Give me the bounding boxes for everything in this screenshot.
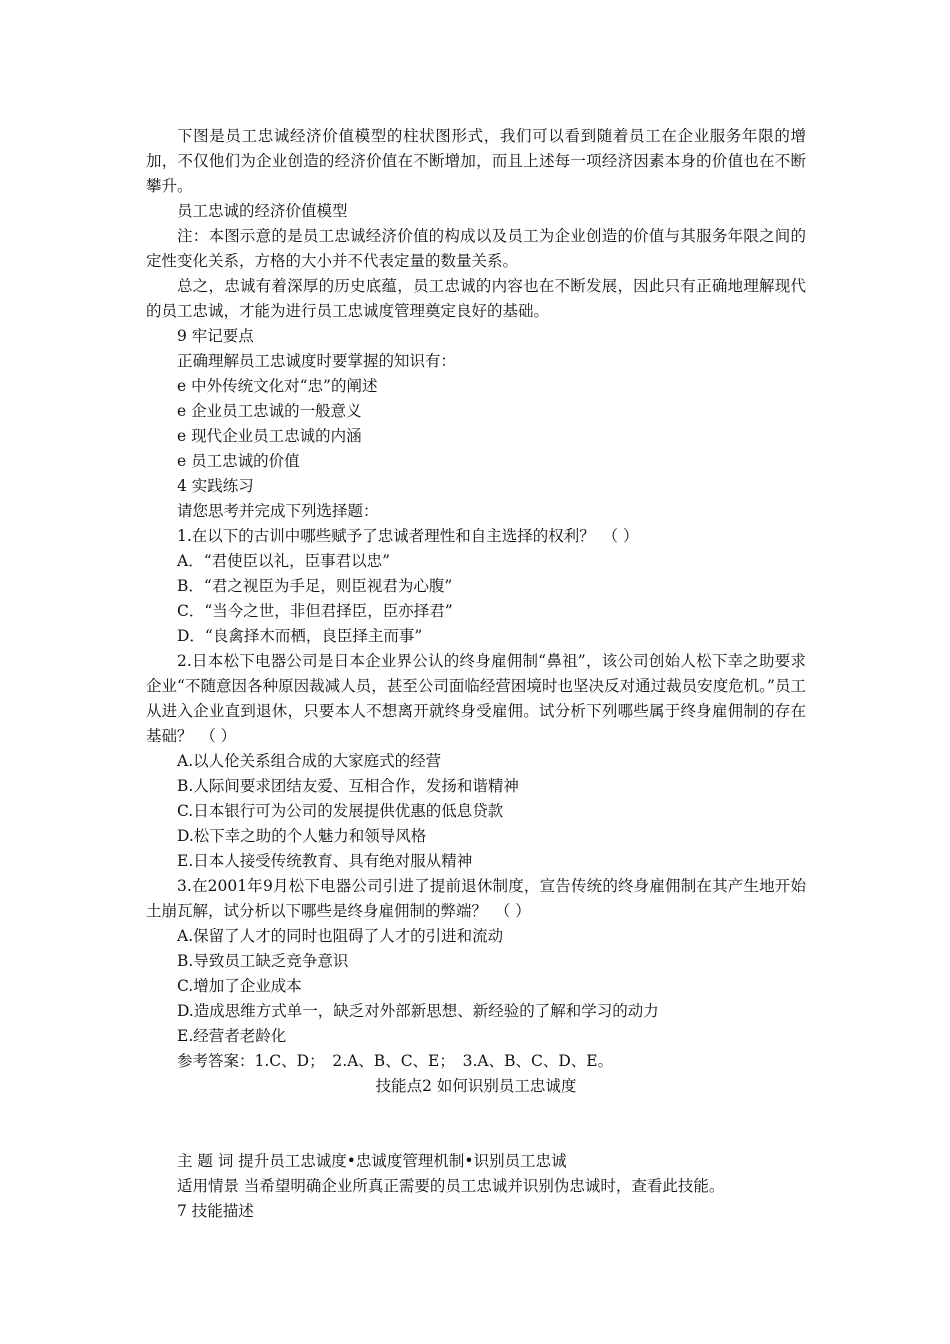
- question-2-option-d: D.松下幸之助的个人魅力和领导风格: [177, 827, 427, 845]
- figure-caption: 员工忠诚的经济价值模型: [177, 202, 348, 220]
- question-1-option-b: B．“君之视臣为手足，则臣视君为心腹”: [177, 577, 453, 595]
- list-item: e 员工忠诚的价值: [177, 452, 300, 470]
- question-3-option-a: A.保留了人才的同时也阻碍了人才的引进和流动: [177, 927, 504, 945]
- keywords-line: 主 题 词 提升员工忠诚度•忠诚度管理机制•识别员工忠诚: [177, 1152, 567, 1170]
- section-spacer: [146, 1099, 806, 1149]
- reference-answers: 参考答案：1.C、D； 2.A、B、C、E； 3.A、B、C、D、E。: [177, 1052, 614, 1070]
- practice-intro: 请您思考并完成下列选择题：: [177, 502, 379, 520]
- question-2-option-a: A.以人伦关系组合成的大家庭式的经营: [177, 752, 442, 770]
- practice-heading: 4 实践练习: [177, 477, 254, 495]
- question-3-option-e: E.经营者老龄化: [177, 1027, 287, 1045]
- question-3-option-b: B.导致员工缺乏竞争意识: [177, 952, 349, 970]
- question-2: 2.日本松下电器公司是日本企业界公认的终身雇佣制“鼻祖”，该公司创始人松下幸之助要求企业“不随意因各种原因裁减人员，甚至公司面临经营困境时也坚决反对通过裁员安度危机。”员工从进入企业直到退休，只要本人不想离开就终身受雇佣。试分析下列哪些属于终身雇佣制的存在基础？ （ ）: [146, 652, 806, 745]
- question-1-option-d: D．“良禽择木而栖，良臣择主而事”: [177, 627, 423, 645]
- list-item: e 中外传统文化对“忠”的阐述: [177, 377, 378, 395]
- summary-paragraph: 总之，忠诚有着深厚的历史底蕴，员工忠诚的内容也在不断发展，因此只有正确地理解现代的员工忠诚，才能为进行员工忠诚度管理奠定良好的基础。: [146, 277, 806, 320]
- figure-note: 注：本图示意的是员工忠诚经济价值的构成以及员工为企业创造的价值与其服务年限之间的定性变化关系，方格的大小并不代表定量的数量关系。: [146, 227, 806, 270]
- skill-title: 技能点2 如何识别员工忠诚度: [375, 1077, 577, 1095]
- list-item: e 现代企业员工忠诚的内涵: [177, 427, 362, 445]
- intro-paragraph: 下图是员工忠诚经济价值模型的柱状图形式，我们可以看到随着员工在企业服务年限的增加，不仅他们为企业创造的经济价值在不断增加，而且上述每一项经济因素本身的价值也在不断攀升。: [146, 127, 806, 195]
- key-points-intro: 正确理解员工忠诚度时要掌握的知识有：: [177, 352, 457, 370]
- question-1-option-a: A．“君使臣以礼，臣事君以忠”: [177, 552, 391, 570]
- question-1-option-c: C．“当今之世，非但君择臣，臣亦择君”: [177, 602, 453, 620]
- skill-description-heading: 7 技能描述: [177, 1202, 254, 1220]
- question-2-option-c: C.日本银行可为公司的发展提供优惠的低息贷款: [177, 802, 504, 820]
- question-2-option-b: B.人际间要求团结友爱、互相合作，发扬和谐精神: [177, 777, 519, 795]
- key-points-heading: 9 牢记要点: [177, 327, 254, 345]
- scenario-line: 适用情景 当希望明确企业所真正需要的员工忠诚并识别伪忠诚时，查看此技能。: [177, 1177, 725, 1195]
- question-2-option-e: E.日本人接受传统教育、具有绝对服从精神: [177, 852, 473, 870]
- document-page: [146, 124, 806, 1224]
- question-3-option-d: D.造成思维方式单一，缺乏对外部新思想、新经验的了解和学习的动力: [177, 1002, 659, 1020]
- question-3-option-c: C.增加了企业成本: [177, 977, 302, 995]
- question-1: 1.在以下的古训中哪些赋予了忠诚者理性和自主选择的权利？ （ ）: [177, 527, 639, 545]
- question-3: 3.在2001年9月松下电器公司引进了提前退休制度，宣告传统的终身雇佣制在其产生地开始土崩瓦解，试分析以下哪些是终身雇佣制的弊端？ （ ）: [146, 877, 806, 920]
- list-item: e 企业员工忠诚的一般意义: [177, 402, 362, 420]
